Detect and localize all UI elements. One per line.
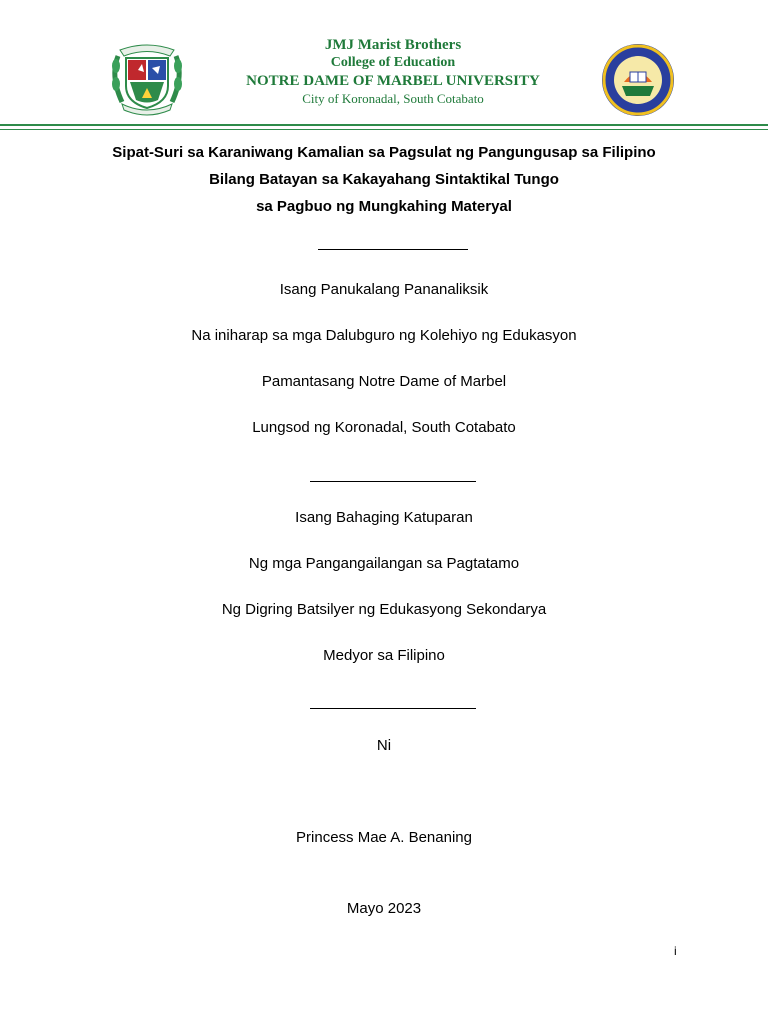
header-divider-thick [0,124,768,126]
header-line-4: City of Koronadal, South Cotabato [302,91,484,106]
header-divider-thin [0,129,768,130]
proposal-type: Isang Panukalang Pananaliksik [279,281,489,298]
fulfillment-line-2: Ng mga Pangangailangan sa Pagtatamo [248,555,520,572]
fulfillment-line-3: Ng Digring Batsilyer ng Edukasyong Sekondarya [221,601,547,618]
byline: Ni [376,737,392,754]
college-seal-logo [600,42,676,118]
school-location: Lungsod ng Koronadal, South Cotabato [252,419,516,436]
title-line-1: Sipat-Suri sa Karaniwang Kamalian sa Pagsulat ng Pangungusap sa Filipino [112,144,656,161]
author-name: Princess Mae A. Benaning [296,829,472,846]
submission-date: Mayo 2023 [346,900,422,917]
fulfillment-line-4: Medyor sa Filipino [323,647,445,664]
school-name: Pamantasang Notre Dame of Marbel [261,373,507,390]
university-seal-logo [108,36,186,116]
page-number: i [674,944,677,958]
separator-3 [310,708,476,709]
separator-1 [318,249,468,250]
title-line-2: Bilang Batayan sa Kakayahang Sintaktikal Tungo [209,171,559,188]
institution-header [200,36,586,108]
fulfillment-line-1: Isang Bahaging Katuparan [295,509,473,526]
separator-2 [310,481,476,482]
header-line-1: JMJ Marist Brothers [324,37,462,53]
header-line-3: NOTRE DAME OF MARBEL UNIVERSITY [246,73,540,89]
header-line-2: College of Education [330,55,456,70]
presented-to: Na iniharap sa mga Dalubguro ng Kolehiyo ng Edukasyon [191,327,577,344]
title-line-3: sa Pagbuo ng Mungkahing Materyal [256,198,512,215]
